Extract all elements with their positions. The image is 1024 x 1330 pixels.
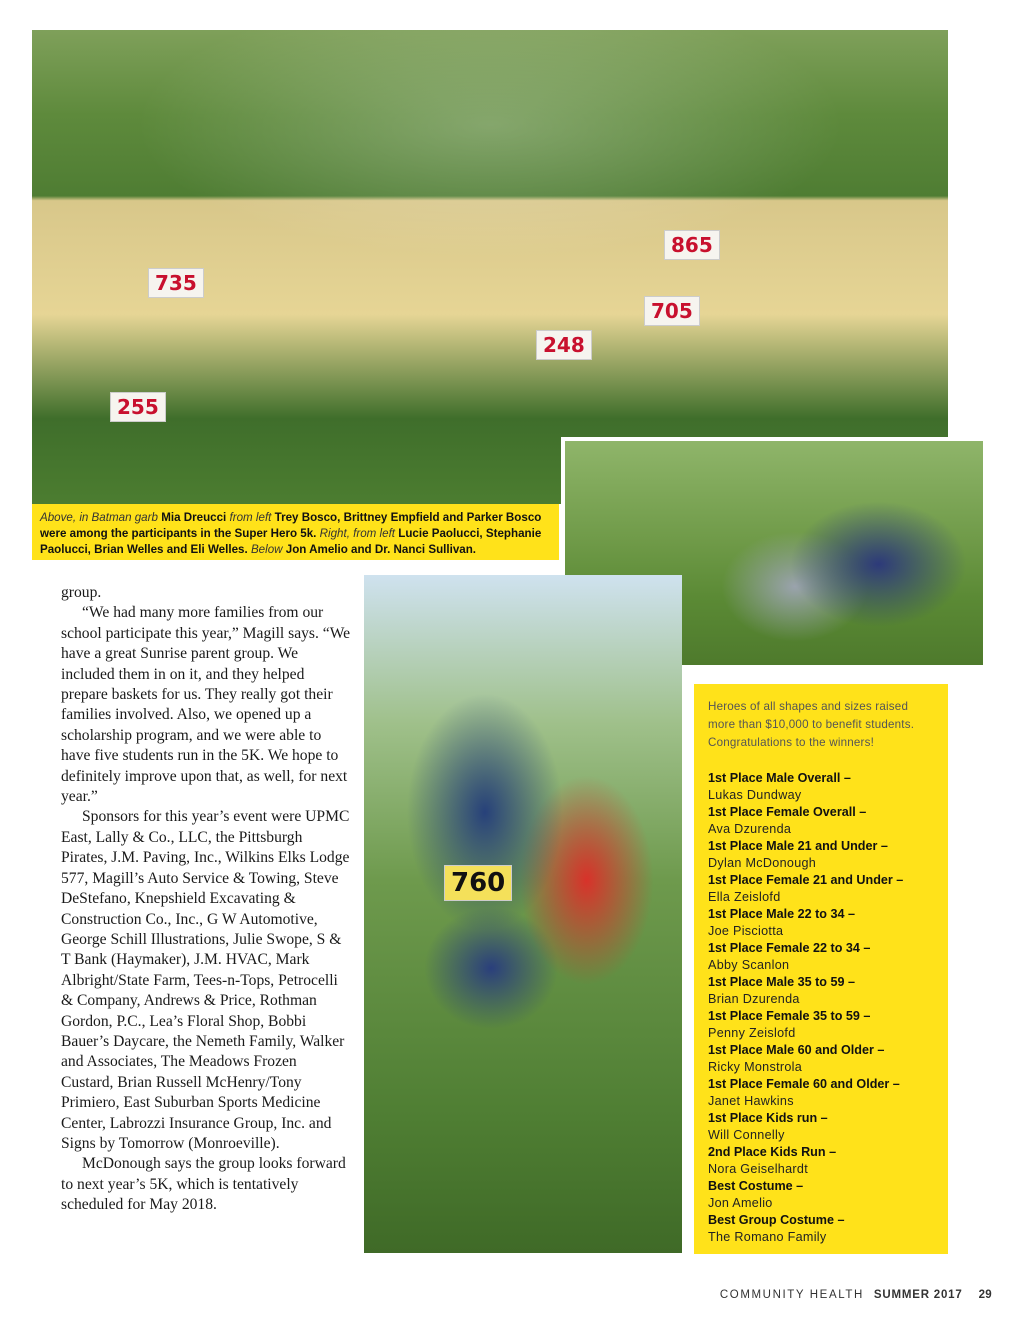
- winner-name: Ava Dzurenda: [708, 822, 792, 836]
- article-paragraph: group.: [61, 584, 102, 601]
- winner-category: 1st Place Male Overall –: [708, 771, 851, 785]
- winner-name: Nora Geiselhardt: [708, 1162, 808, 1176]
- page-number: 29: [978, 1289, 992, 1301]
- winner-name: Lukas Dundway: [708, 788, 802, 802]
- race-bib: 865: [664, 230, 720, 260]
- issue-label: SUMMER 2017: [873, 1289, 963, 1301]
- caption-text: Jon Amelio and Dr. Nanci Sullivan.: [285, 543, 477, 556]
- winner-category: 1st Place Kids run –: [708, 1111, 828, 1125]
- winner-category: 1st Place Male 35 to 59 –: [708, 975, 856, 989]
- photo-caption: [32, 504, 559, 560]
- caption-text: from left: [229, 511, 272, 524]
- winner-category: 1st Place Male 22 to 34 –: [708, 907, 856, 921]
- winner-category: 1st Place Male 60 and Older –: [708, 1043, 885, 1057]
- results-sidebar: [694, 684, 948, 1254]
- article-body: [61, 583, 351, 1216]
- winner-category: 1st Place Female 60 and Older –: [708, 1077, 900, 1091]
- winner-name: Ella Zeislofd: [708, 890, 781, 904]
- winner-category: 2nd Place Kids Run –: [708, 1145, 837, 1159]
- winner-name: Ricky Monstrola: [708, 1060, 803, 1074]
- page-footer: [720, 1289, 992, 1301]
- race-bib: 248: [536, 330, 592, 360]
- winner-name: Janet Hawkins: [708, 1094, 794, 1108]
- winner-category: 1st Place Female 21 and Under –: [708, 873, 904, 887]
- winner-category: 1st Place Female Overall –: [708, 805, 867, 819]
- caption-text: Right, from left: [319, 527, 396, 540]
- winner-name: Abby Scanlon: [708, 958, 790, 972]
- winner-name: The Romano Family: [708, 1230, 827, 1244]
- results-intro: Heroes of all shapes and sizes raised more than $10,000 to benefit students. Congratulations to the winners!: [708, 700, 915, 749]
- winner-name: Jon Amelio: [708, 1196, 773, 1210]
- article-paragraph: McDonough says the group looks forward to next year’s 5K, which is tentatively scheduled for May 2018.: [61, 1155, 346, 1214]
- couple-photo: [364, 575, 682, 1253]
- winner-category: 1st Place Female 22 to 34 –: [708, 941, 871, 955]
- race-bib: 760: [444, 865, 512, 901]
- winner-category: Best Costume –: [708, 1179, 804, 1193]
- winner-category: Best Group Costume –: [708, 1213, 845, 1227]
- race-bib: 735: [148, 268, 204, 298]
- caption-text: Above, in Batman garb: [40, 511, 158, 524]
- article-paragraph: Sponsors for this year’s event were UPMC East, Lally & Co., LLC, the Pittsburgh Pirates, J.M. Paving, Inc., Wilkins Elks Lodge 577, Magill’s Auto Service & Towing, Steve DeStefano, Knepshield Excavating & Construction Co., Inc., G W Automotive, George Schill Illustrations, Julie Swope, S & T Bank (Haymaker), J.M. HVAC, Mark Albright/State Farm, Tees-n-Tops, Petrocelli & Company, Andrews & Price, Rothman Gordon, P.C., Lea’s Floral Shop, Bobbi Bauer’s Daycare, the Nemeth Family, Walker and Associates, The Meadows Frozen Custard, Brian Russell McHenry/Tony Primiero, East Suburban Sports Medicine Center, Labrozzi Insurance Group, Inc. and Signs by Tomorrow (Monroeville).: [61, 808, 350, 1152]
- race-bib: 255: [110, 392, 166, 422]
- caption-text: Lucie Paolucci, Stephanie Paolucci, Brian Welles and Eli Welles.: [40, 527, 542, 556]
- winner-category: 1st Place Female 35 to 59 –: [708, 1009, 871, 1023]
- winner-name: Brian Dzurenda: [708, 992, 800, 1006]
- article-paragraph: “We had many more families from our school participate this year,” Magill says. “We have a great Sunrise parent group. We included them in on it, and they helped prepare baskets for us. They really got their families involved. Also, we opened up a scholarship program, and we were able to have five students run in the 5K. We hope to definitely improve upon that, as well, for next year.”: [61, 604, 351, 806]
- winner-name: Joe Pisciotta: [708, 924, 784, 938]
- race-bib: 705: [644, 296, 700, 326]
- winner-name: Dylan McDonough: [708, 856, 817, 870]
- publication-name: COMMUNITY HEALTH: [719, 1289, 864, 1301]
- winner-name: Will Connelly: [708, 1128, 785, 1142]
- caption-text: Trey Bosco, Brittney Empfield and Parker Bosco were among the participants in the Super Hero 5k.: [40, 511, 542, 540]
- caption-text: Mia Dreucci: [161, 511, 227, 524]
- group-photo: [32, 30, 948, 504]
- winner-name: Penny Zeislofd: [708, 1026, 796, 1040]
- winner-category: 1st Place Male 21 and Under –: [708, 839, 888, 853]
- caption-text: Below: [250, 543, 283, 556]
- winner-list: [708, 770, 934, 1246]
